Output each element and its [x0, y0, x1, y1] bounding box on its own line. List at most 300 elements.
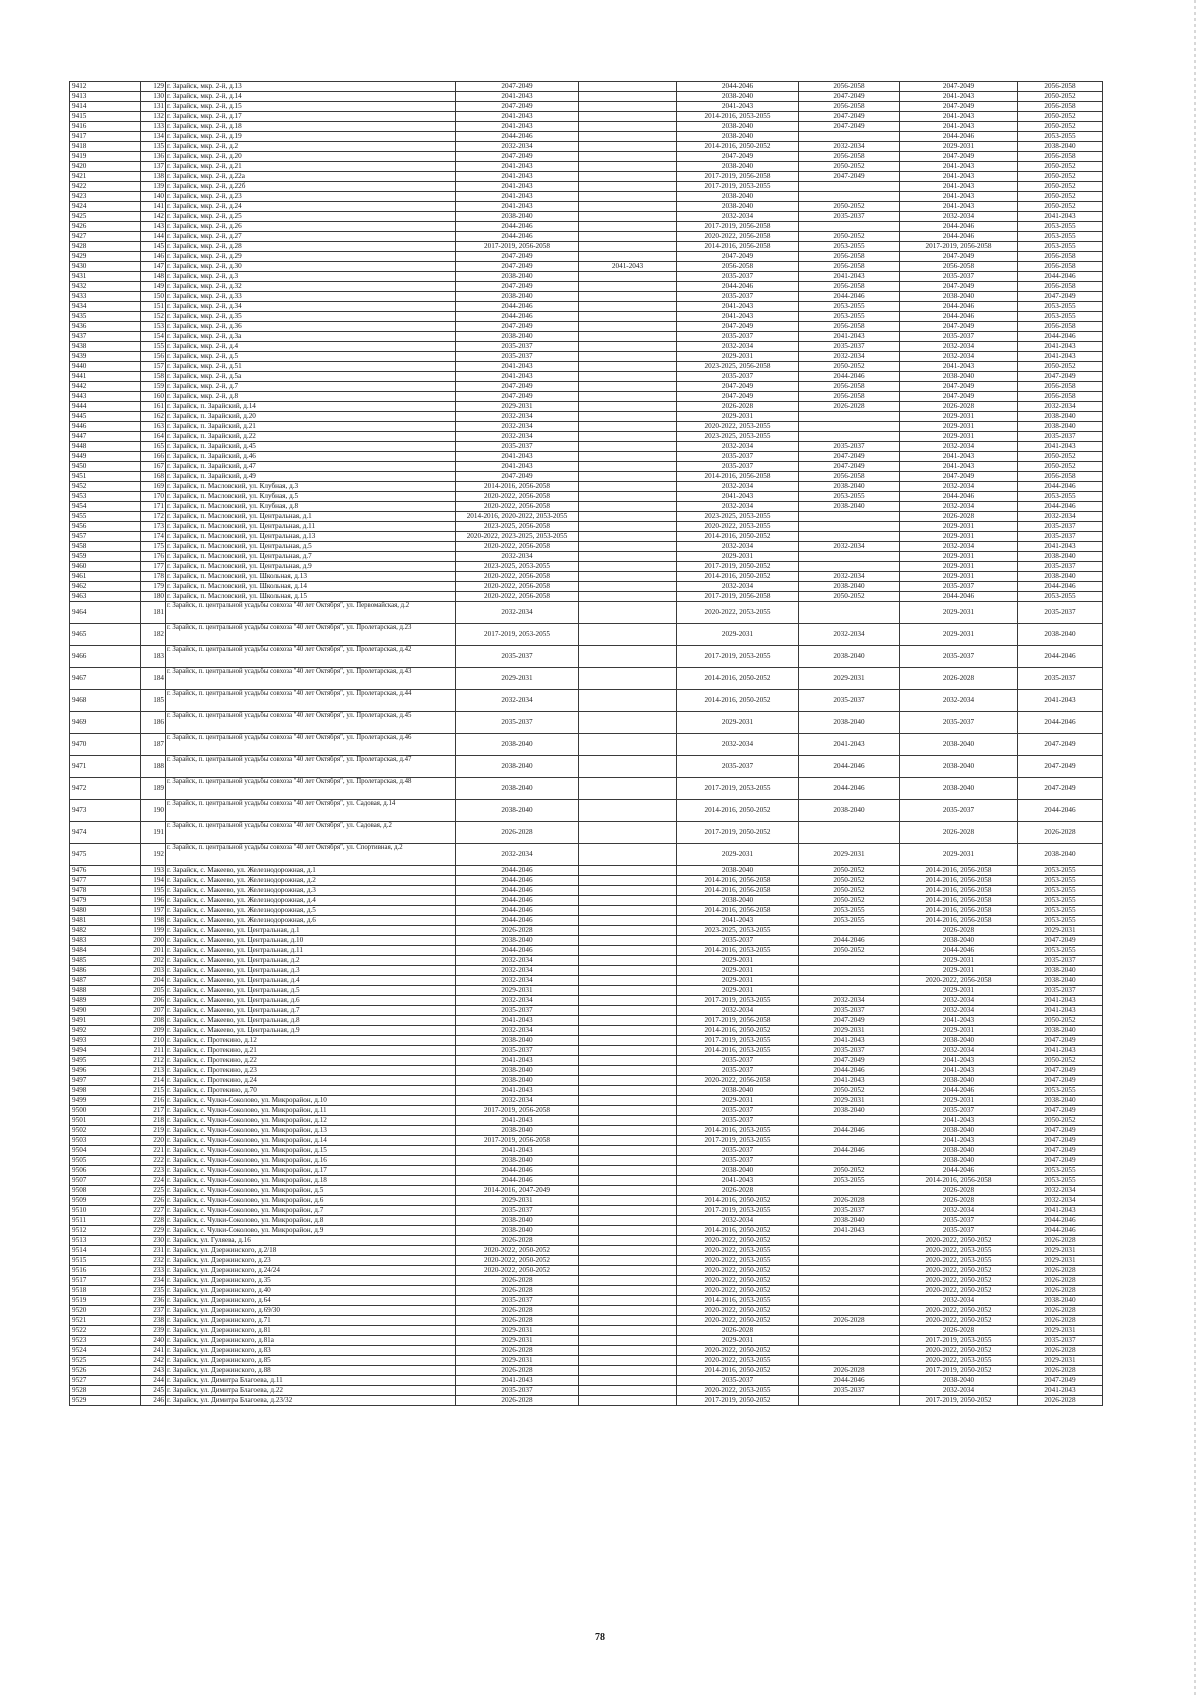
- period-cell-6: 2026-2028: [1018, 1316, 1103, 1326]
- table-row: [70, 192, 1103, 202]
- table-row: [70, 1366, 1103, 1376]
- period-cell-4: 2032-2034: [799, 624, 900, 646]
- address-cell: г. Зарайск, п. центральной усадьбы совхоза "40 лет Октября", ул. Пролетарская, д.48: [166, 778, 456, 800]
- period-cell-4: [799, 926, 900, 936]
- row-id-cell: 9426: [70, 222, 141, 232]
- period-cell-2: [579, 582, 677, 592]
- table-row: [70, 1296, 1103, 1306]
- period-cell-2: [579, 342, 677, 352]
- period-cell-3: 2020-2022, 2050-2052: [677, 1276, 799, 1286]
- row-number-cell: 235: [141, 1286, 166, 1296]
- table-row: [70, 132, 1103, 142]
- period-cell-4: [799, 1286, 900, 1296]
- period-cell-2: [579, 1036, 677, 1046]
- period-cell-2: [579, 1346, 677, 1356]
- table-row: [70, 602, 1103, 624]
- period-cell-5: 2044-2046: [900, 592, 1018, 602]
- period-cell-1: 2044-2046: [456, 1166, 579, 1176]
- period-cell-2: [579, 1286, 677, 1296]
- period-cell-6: 2026-2028: [1018, 1396, 1103, 1406]
- period-cell-6: 2053-2055: [1018, 132, 1103, 142]
- period-cell-4: 2056-2058: [799, 252, 900, 262]
- period-cell-4: 2041-2043: [799, 332, 900, 342]
- period-cell-6: 2053-2055: [1018, 946, 1103, 956]
- period-cell-1: 2041-2043: [456, 1146, 579, 1156]
- period-cell-3: 2014-2016, 2056-2058: [677, 906, 799, 916]
- period-cell-3: 2017-2019, 2056-2058: [677, 1016, 799, 1026]
- period-cell-3: 2020-2022, 2050-2052: [677, 1316, 799, 1326]
- row-number-cell: 205: [141, 986, 166, 996]
- period-cell-6: 2044-2046: [1018, 1226, 1103, 1236]
- period-cell-3: 2014-2016, 2056-2058: [677, 886, 799, 896]
- period-cell-1: 2047-2049: [456, 262, 579, 272]
- period-cell-5: 2044-2046: [900, 232, 1018, 242]
- row-id-cell: 9468: [70, 690, 141, 712]
- period-cell-4: 2035-2037: [799, 342, 900, 352]
- row-id-cell: 9490: [70, 1006, 141, 1016]
- period-cell-3: 2023-2025, 2056-2058: [677, 362, 799, 372]
- period-cell-5: 2041-2043: [900, 462, 1018, 472]
- address-cell: г. Зарайск, п. Зарайский, д.46: [166, 452, 456, 462]
- address-cell: г. Зарайск, с. Протекино, д.24: [166, 1076, 456, 1086]
- row-id-cell: 9464: [70, 602, 141, 624]
- row-number-cell: 130: [141, 92, 166, 102]
- period-cell-5: 2020-2022, 2053-2055: [900, 1246, 1018, 1256]
- period-cell-6: 2050-2052: [1018, 462, 1103, 472]
- period-cell-5: 2038-2040: [900, 778, 1018, 800]
- period-cell-3: 2020-2022, 2056-2058: [677, 232, 799, 242]
- period-cell-5: 2041-2043: [900, 92, 1018, 102]
- period-cell-4: 2053-2055: [799, 302, 900, 312]
- row-id-cell: 9416: [70, 122, 141, 132]
- period-cell-1: 2032-2034: [456, 432, 579, 442]
- period-cell-2: [579, 1066, 677, 1076]
- table-row: [70, 532, 1103, 542]
- period-cell-4: 2035-2037: [799, 442, 900, 452]
- period-cell-4: 2041-2043: [799, 1036, 900, 1046]
- row-id-cell: 9446: [70, 422, 141, 432]
- address-cell: г. Зарайск, с. Макеево, ул. Центральная, д.11: [166, 946, 456, 956]
- row-id-cell: 9431: [70, 272, 141, 282]
- period-cell-2: [579, 1116, 677, 1126]
- address-cell: г. Зарайск, мкр. 2-й, д.27: [166, 232, 456, 242]
- period-cell-3: 2029-2031: [677, 976, 799, 986]
- table-row: [70, 472, 1103, 482]
- period-cell-1: 2041-2043: [456, 192, 579, 202]
- period-cell-6: 2041-2043: [1018, 1006, 1103, 1016]
- row-number-cell: 190: [141, 800, 166, 822]
- period-cell-6: 2047-2049: [1018, 1376, 1103, 1386]
- period-cell-1: 2047-2049: [456, 392, 579, 402]
- address-cell: г. Зарайск, ул. Дзержинского, д.69/30: [166, 1306, 456, 1316]
- period-cell-2: [579, 272, 677, 282]
- table-row: [70, 966, 1103, 976]
- table-row: [70, 242, 1103, 252]
- period-cell-3: 2020-2022, 2050-2052: [677, 1236, 799, 1246]
- period-cell-2: [579, 312, 677, 322]
- row-id-cell: 9473: [70, 800, 141, 822]
- period-cell-4: 2029-2031: [799, 668, 900, 690]
- row-number-cell: 134: [141, 132, 166, 142]
- address-cell: г. Зарайск, п. Зарайский, д.45: [166, 442, 456, 452]
- address-cell: г. Зарайск, п. центральной усадьбы совхоза "40 лет Октября", ул. Пролетарская, д.23: [166, 624, 456, 646]
- row-id-cell: 9444: [70, 402, 141, 412]
- table-row: [70, 82, 1103, 92]
- period-cell-3: 2029-2031: [677, 624, 799, 646]
- address-cell: г. Зарайск, п. Масловский, ул. Центральная, д.11: [166, 522, 456, 532]
- period-cell-3: 2023-2025, 2053-2055: [677, 926, 799, 936]
- period-cell-5: 2029-2031: [900, 562, 1018, 572]
- period-cell-3: 2041-2043: [677, 302, 799, 312]
- period-cell-6: 2038-2040: [1018, 1096, 1103, 1106]
- period-cell-6: 2038-2040: [1018, 572, 1103, 582]
- period-cell-5: 2029-2031: [900, 624, 1018, 646]
- address-cell: г. Зарайск, с. Чулки-Соколово, ул. Микрорайон, д.16: [166, 1156, 456, 1166]
- period-cell-1: 2044-2046: [456, 232, 579, 242]
- address-cell: г. Зарайск, мкр. 2-й, д.36: [166, 322, 456, 332]
- table-row: [70, 926, 1103, 936]
- period-cell-4: [799, 1276, 900, 1286]
- period-cell-6: 2056-2058: [1018, 322, 1103, 332]
- row-number-cell: 171: [141, 502, 166, 512]
- period-cell-6: 2050-2052: [1018, 202, 1103, 212]
- period-cell-6: 2029-2031: [1018, 1356, 1103, 1366]
- period-cell-3: 2020-2022, 2053-2055: [677, 522, 799, 532]
- address-cell: г. Зарайск, с. Чулки-Соколово, ул. Микрорайон, д.18: [166, 1176, 456, 1186]
- address-cell: г. Зарайск, с. Чулки-Соколово, ул. Микрорайон, д.12: [166, 1116, 456, 1126]
- row-id-cell: 9459: [70, 552, 141, 562]
- row-number-cell: 180: [141, 592, 166, 602]
- period-cell-3: 2017-2019, 2053-2055: [677, 182, 799, 192]
- period-cell-2: [579, 462, 677, 472]
- address-cell: г. Зарайск, мкр. 2-й, д.22б: [166, 182, 456, 192]
- row-number-cell: 191: [141, 822, 166, 844]
- row-number-cell: 158: [141, 372, 166, 382]
- period-cell-3: 2020-2022, 2053-2055: [677, 1256, 799, 1266]
- period-cell-2: [579, 1376, 677, 1386]
- period-cell-3: 2041-2043: [677, 102, 799, 112]
- period-cell-2: [579, 1326, 677, 1336]
- period-cell-5: 2035-2037: [900, 582, 1018, 592]
- period-cell-2: [579, 102, 677, 112]
- period-cell-3: 2038-2040: [677, 132, 799, 142]
- address-cell: г. Зарайск, п. Зарайский, д.22: [166, 432, 456, 442]
- period-cell-5: 2017-2019, 2053-2055: [900, 1336, 1018, 1346]
- period-cell-3: 2029-2031: [677, 1096, 799, 1106]
- period-cell-3: 2014-2016, 2050-2052: [677, 572, 799, 582]
- table-row: [70, 844, 1103, 866]
- period-cell-6: 2056-2058: [1018, 82, 1103, 92]
- period-cell-4: 2050-2052: [799, 876, 900, 886]
- address-cell: г. Зарайск, п. Масловский, ул. Центральная, д.5: [166, 542, 456, 552]
- table-row: [70, 92, 1103, 102]
- period-cell-4: [799, 1356, 900, 1366]
- row-id-cell: 9526: [70, 1366, 141, 1376]
- period-cell-3: 2014-2016, 2056-2058: [677, 242, 799, 252]
- period-cell-5: 2047-2049: [900, 382, 1018, 392]
- period-cell-3: 2026-2028: [677, 402, 799, 412]
- period-cell-6: 2056-2058: [1018, 262, 1103, 272]
- period-cell-4: 2053-2055: [799, 312, 900, 322]
- period-cell-2: [579, 1236, 677, 1246]
- period-cell-2: [579, 352, 677, 362]
- period-cell-4: [799, 412, 900, 422]
- address-cell: г. Зарайск, с. Чулки-Соколово, ул. Микрорайон, д.5: [166, 1186, 456, 1196]
- row-id-cell: 9483: [70, 936, 141, 946]
- period-cell-3: 2035-2037: [677, 1146, 799, 1156]
- row-id-cell: 9430: [70, 262, 141, 272]
- period-cell-4: 2053-2055: [799, 1176, 900, 1186]
- period-cell-3: 2023-2025, 2053-2055: [677, 512, 799, 522]
- period-cell-3: 2017-2019, 2053-2055: [677, 1136, 799, 1146]
- period-cell-3: 2035-2037: [677, 756, 799, 778]
- period-cell-6: 2044-2046: [1018, 482, 1103, 492]
- period-cell-3: 2020-2022, 2050-2052: [677, 1346, 799, 1356]
- row-number-cell: 131: [141, 102, 166, 112]
- period-cell-6: 2035-2037: [1018, 522, 1103, 532]
- row-id-cell: 9502: [70, 1126, 141, 1136]
- period-cell-3: 2017-2019, 2053-2055: [677, 1036, 799, 1046]
- period-cell-3: 2035-2037: [677, 1056, 799, 1066]
- address-cell: г. Зарайск, с. Макеево, ул. Центральная, д.8: [166, 1016, 456, 1026]
- row-number-cell: 244: [141, 1376, 166, 1386]
- period-cell-5: 2029-2031: [900, 552, 1018, 562]
- table-row: [70, 392, 1103, 402]
- address-cell: г. Зарайск, с. Макеево, ул. Железнодорожная, д.1: [166, 866, 456, 876]
- period-cell-3: 2038-2040: [677, 162, 799, 172]
- period-cell-2: [579, 492, 677, 502]
- row-number-cell: 155: [141, 342, 166, 352]
- address-cell: г. Зарайск, п. Масловский, ул. Школьная, д.13: [166, 572, 456, 582]
- period-cell-1: 2038-2040: [456, 734, 579, 756]
- period-cell-6: 2041-2043: [1018, 1206, 1103, 1216]
- period-cell-2: [579, 1256, 677, 1266]
- period-cell-4: 2044-2046: [799, 936, 900, 946]
- table-row: [70, 1216, 1103, 1226]
- period-cell-1: 2038-2040: [456, 1126, 579, 1136]
- period-cell-2: [579, 232, 677, 242]
- period-cell-4: 2053-2055: [799, 242, 900, 252]
- period-cell-4: 2029-2031: [799, 844, 900, 866]
- period-cell-6: 2050-2052: [1018, 362, 1103, 372]
- period-cell-4: 2038-2040: [799, 482, 900, 492]
- period-cell-4: 2047-2049: [799, 452, 900, 462]
- row-number-cell: 152: [141, 312, 166, 322]
- period-cell-1: 2047-2049: [456, 322, 579, 332]
- table-row: [70, 1306, 1103, 1316]
- period-cell-4: [799, 1236, 900, 1246]
- table-row: [70, 162, 1103, 172]
- period-cell-3: 2047-2049: [677, 152, 799, 162]
- table-row: [70, 592, 1103, 602]
- period-cell-4: [799, 966, 900, 976]
- period-cell-2: [579, 1006, 677, 1016]
- period-cell-5: 2020-2022, 2050-2052: [900, 1316, 1018, 1326]
- period-cell-3: 2020-2022, 2053-2055: [677, 1386, 799, 1396]
- period-cell-5: 2029-2031: [900, 986, 1018, 996]
- period-cell-1: 2035-2037: [456, 1296, 579, 1306]
- period-cell-3: 2029-2031: [677, 552, 799, 562]
- period-cell-5: 2035-2037: [900, 1226, 1018, 1236]
- period-cell-2: [579, 1216, 677, 1226]
- period-cell-6: 2044-2046: [1018, 582, 1103, 592]
- period-cell-3: 2020-2022, 2050-2052: [677, 1266, 799, 1276]
- period-cell-4: 2035-2037: [799, 1006, 900, 1016]
- period-cell-6: 2032-2034: [1018, 512, 1103, 522]
- row-id-cell: 9463: [70, 592, 141, 602]
- period-cell-3: 2029-2031: [677, 712, 799, 734]
- address-cell: г. Зарайск, с. Протекино, д.22: [166, 1056, 456, 1066]
- row-id-cell: 9436: [70, 322, 141, 332]
- period-cell-3: 2020-2022, 2056-2058: [677, 1076, 799, 1086]
- period-cell-2: [579, 646, 677, 668]
- period-cell-3: 2047-2049: [677, 252, 799, 262]
- row-number-cell: 176: [141, 552, 166, 562]
- address-cell: г. Зарайск, п. Зарайский, д.14: [166, 402, 456, 412]
- period-cell-4: [799, 1336, 900, 1346]
- table-row: [70, 322, 1103, 332]
- period-cell-1: 2026-2028: [456, 1396, 579, 1406]
- period-cell-5: 2038-2040: [900, 1376, 1018, 1386]
- table-row: [70, 1336, 1103, 1346]
- period-cell-1: 2032-2034: [456, 966, 579, 976]
- address-cell: г. Зарайск, с. Чулки-Соколово, ул. Микрорайон, д.8: [166, 1216, 456, 1226]
- table-row: [70, 1146, 1103, 1156]
- period-cell-2: [579, 122, 677, 132]
- period-cell-6: 2047-2049: [1018, 292, 1103, 302]
- period-cell-1: 2041-2043: [456, 1376, 579, 1386]
- period-cell-3: 2029-2031: [677, 844, 799, 866]
- table-row: [70, 1386, 1103, 1396]
- row-id-cell: 9507: [70, 1176, 141, 1186]
- row-id-cell: 9429: [70, 252, 141, 262]
- row-id-cell: 9497: [70, 1076, 141, 1086]
- period-cell-2: [579, 1076, 677, 1086]
- period-cell-6: 2038-2040: [1018, 142, 1103, 152]
- period-cell-3: 2038-2040: [677, 866, 799, 876]
- row-number-cell: 225: [141, 1186, 166, 1196]
- period-cell-3: 2029-2031: [677, 956, 799, 966]
- period-cell-2: [579, 512, 677, 522]
- period-cell-3: 2032-2034: [677, 582, 799, 592]
- period-cell-2: [579, 668, 677, 690]
- period-cell-2: [579, 886, 677, 896]
- period-cell-1: 2020-2022, 2056-2058: [456, 572, 579, 582]
- period-cell-3: 2032-2034: [677, 502, 799, 512]
- period-cell-5: 2014-2016, 2056-2058: [900, 876, 1018, 886]
- period-cell-1: 2035-2037: [456, 442, 579, 452]
- table-row: [70, 342, 1103, 352]
- row-id-cell: 9512: [70, 1226, 141, 1236]
- row-id-cell: 9481: [70, 916, 141, 926]
- address-cell: г. Зарайск, с. Чулки-Соколово, ул. Микрорайон, д.17: [166, 1166, 456, 1176]
- row-number-cell: 153: [141, 322, 166, 332]
- period-cell-2: [579, 800, 677, 822]
- period-cell-5: 2029-2031: [900, 956, 1018, 966]
- row-number-cell: 215: [141, 1086, 166, 1096]
- row-id-cell: 9415: [70, 112, 141, 122]
- row-number-cell: 187: [141, 734, 166, 756]
- period-cell-4: 2044-2046: [799, 1066, 900, 1076]
- address-cell: г. Зарайск, мкр. 2-й, д.19: [166, 132, 456, 142]
- period-cell-1: 2020-2022, 2056-2058: [456, 592, 579, 602]
- period-cell-2: [579, 92, 677, 102]
- period-cell-3: 2017-2019, 2053-2055: [677, 646, 799, 668]
- row-id-cell: 9518: [70, 1286, 141, 1296]
- row-number-cell: 139: [141, 182, 166, 192]
- period-cell-2: [579, 332, 677, 342]
- table-row: [70, 572, 1103, 582]
- table-row: [70, 1236, 1103, 1246]
- address-cell: г. Зарайск, п. Масловский, ул. Школьная, д.14: [166, 582, 456, 592]
- period-cell-4: 2044-2046: [799, 778, 900, 800]
- address-cell: г. Зарайск, с. Макеево, ул. Центральная, д.6: [166, 996, 456, 1006]
- table-row: [70, 1396, 1103, 1406]
- row-id-cell: 9528: [70, 1386, 141, 1396]
- table-row: [70, 212, 1103, 222]
- address-cell: г. Зарайск, п. центральной усадьбы совхоза "40 лет Октября", ул. Первомайская, д.2: [166, 602, 456, 624]
- period-cell-1: 2044-2046: [456, 222, 579, 232]
- table-row: [70, 1106, 1103, 1116]
- address-cell: г. Зарайск, п. центральной усадьбы совхоза "40 лет Октября", ул. Пролетарская, д.43: [166, 668, 456, 690]
- period-cell-5: 2026-2028: [900, 668, 1018, 690]
- period-cell-4: 2035-2037: [799, 212, 900, 222]
- period-cell-5: 2032-2034: [900, 442, 1018, 452]
- period-cell-3: 2041-2043: [677, 492, 799, 502]
- period-cell-2: [579, 562, 677, 572]
- period-cell-6: 2044-2046: [1018, 502, 1103, 512]
- period-cell-6: 2053-2055: [1018, 492, 1103, 502]
- row-number-cell: 199: [141, 926, 166, 936]
- period-cell-4: 2053-2055: [799, 916, 900, 926]
- period-cell-6: 2050-2052: [1018, 1056, 1103, 1066]
- period-cell-2: [579, 1306, 677, 1316]
- table-row: [70, 734, 1103, 756]
- period-cell-2: [579, 876, 677, 886]
- address-cell: г. Зарайск, с. Макеево, ул. Центральная, д.7: [166, 1006, 456, 1016]
- period-cell-2: [579, 936, 677, 946]
- row-id-cell: 9443: [70, 392, 141, 402]
- address-cell: г. Зарайск, ул. Дзержинского, д.2/18: [166, 1246, 456, 1256]
- row-id-cell: 9516: [70, 1266, 141, 1276]
- period-cell-4: [799, 986, 900, 996]
- period-cell-6: 2029-2031: [1018, 926, 1103, 936]
- table-row: [70, 412, 1103, 422]
- page-number: 78: [595, 1632, 605, 1643]
- period-cell-4: 2032-2034: [799, 572, 900, 582]
- period-cell-2: [579, 532, 677, 542]
- address-cell: г. Зарайск, с. Макеево, ул. Железнодорожная, д.3: [166, 886, 456, 896]
- period-cell-5: 2041-2043: [900, 1066, 1018, 1076]
- row-number-cell: 196: [141, 896, 166, 906]
- row-number-cell: 172: [141, 512, 166, 522]
- period-cell-1: 2041-2043: [456, 172, 579, 182]
- period-cell-5: 2029-2031: [900, 602, 1018, 624]
- period-cell-6: 2041-2043: [1018, 342, 1103, 352]
- address-cell: г. Зарайск, п. центральной усадьбы совхоза "40 лет Октября", ул. Пролетарская, д.45: [166, 712, 456, 734]
- period-cell-4: [799, 976, 900, 986]
- table-row: [70, 1096, 1103, 1106]
- period-cell-1: 2044-2046: [456, 946, 579, 956]
- table-row: [70, 522, 1103, 532]
- row-number-cell: 129: [141, 82, 166, 92]
- period-cell-5: 2020-2022, 2056-2058: [900, 976, 1018, 986]
- period-cell-6: 2047-2049: [1018, 1126, 1103, 1136]
- period-cell-1: 2041-2043: [456, 182, 579, 192]
- period-cell-6: 2029-2031: [1018, 1246, 1103, 1256]
- row-number-cell: 207: [141, 1006, 166, 1016]
- period-cell-6: 2026-2028: [1018, 822, 1103, 844]
